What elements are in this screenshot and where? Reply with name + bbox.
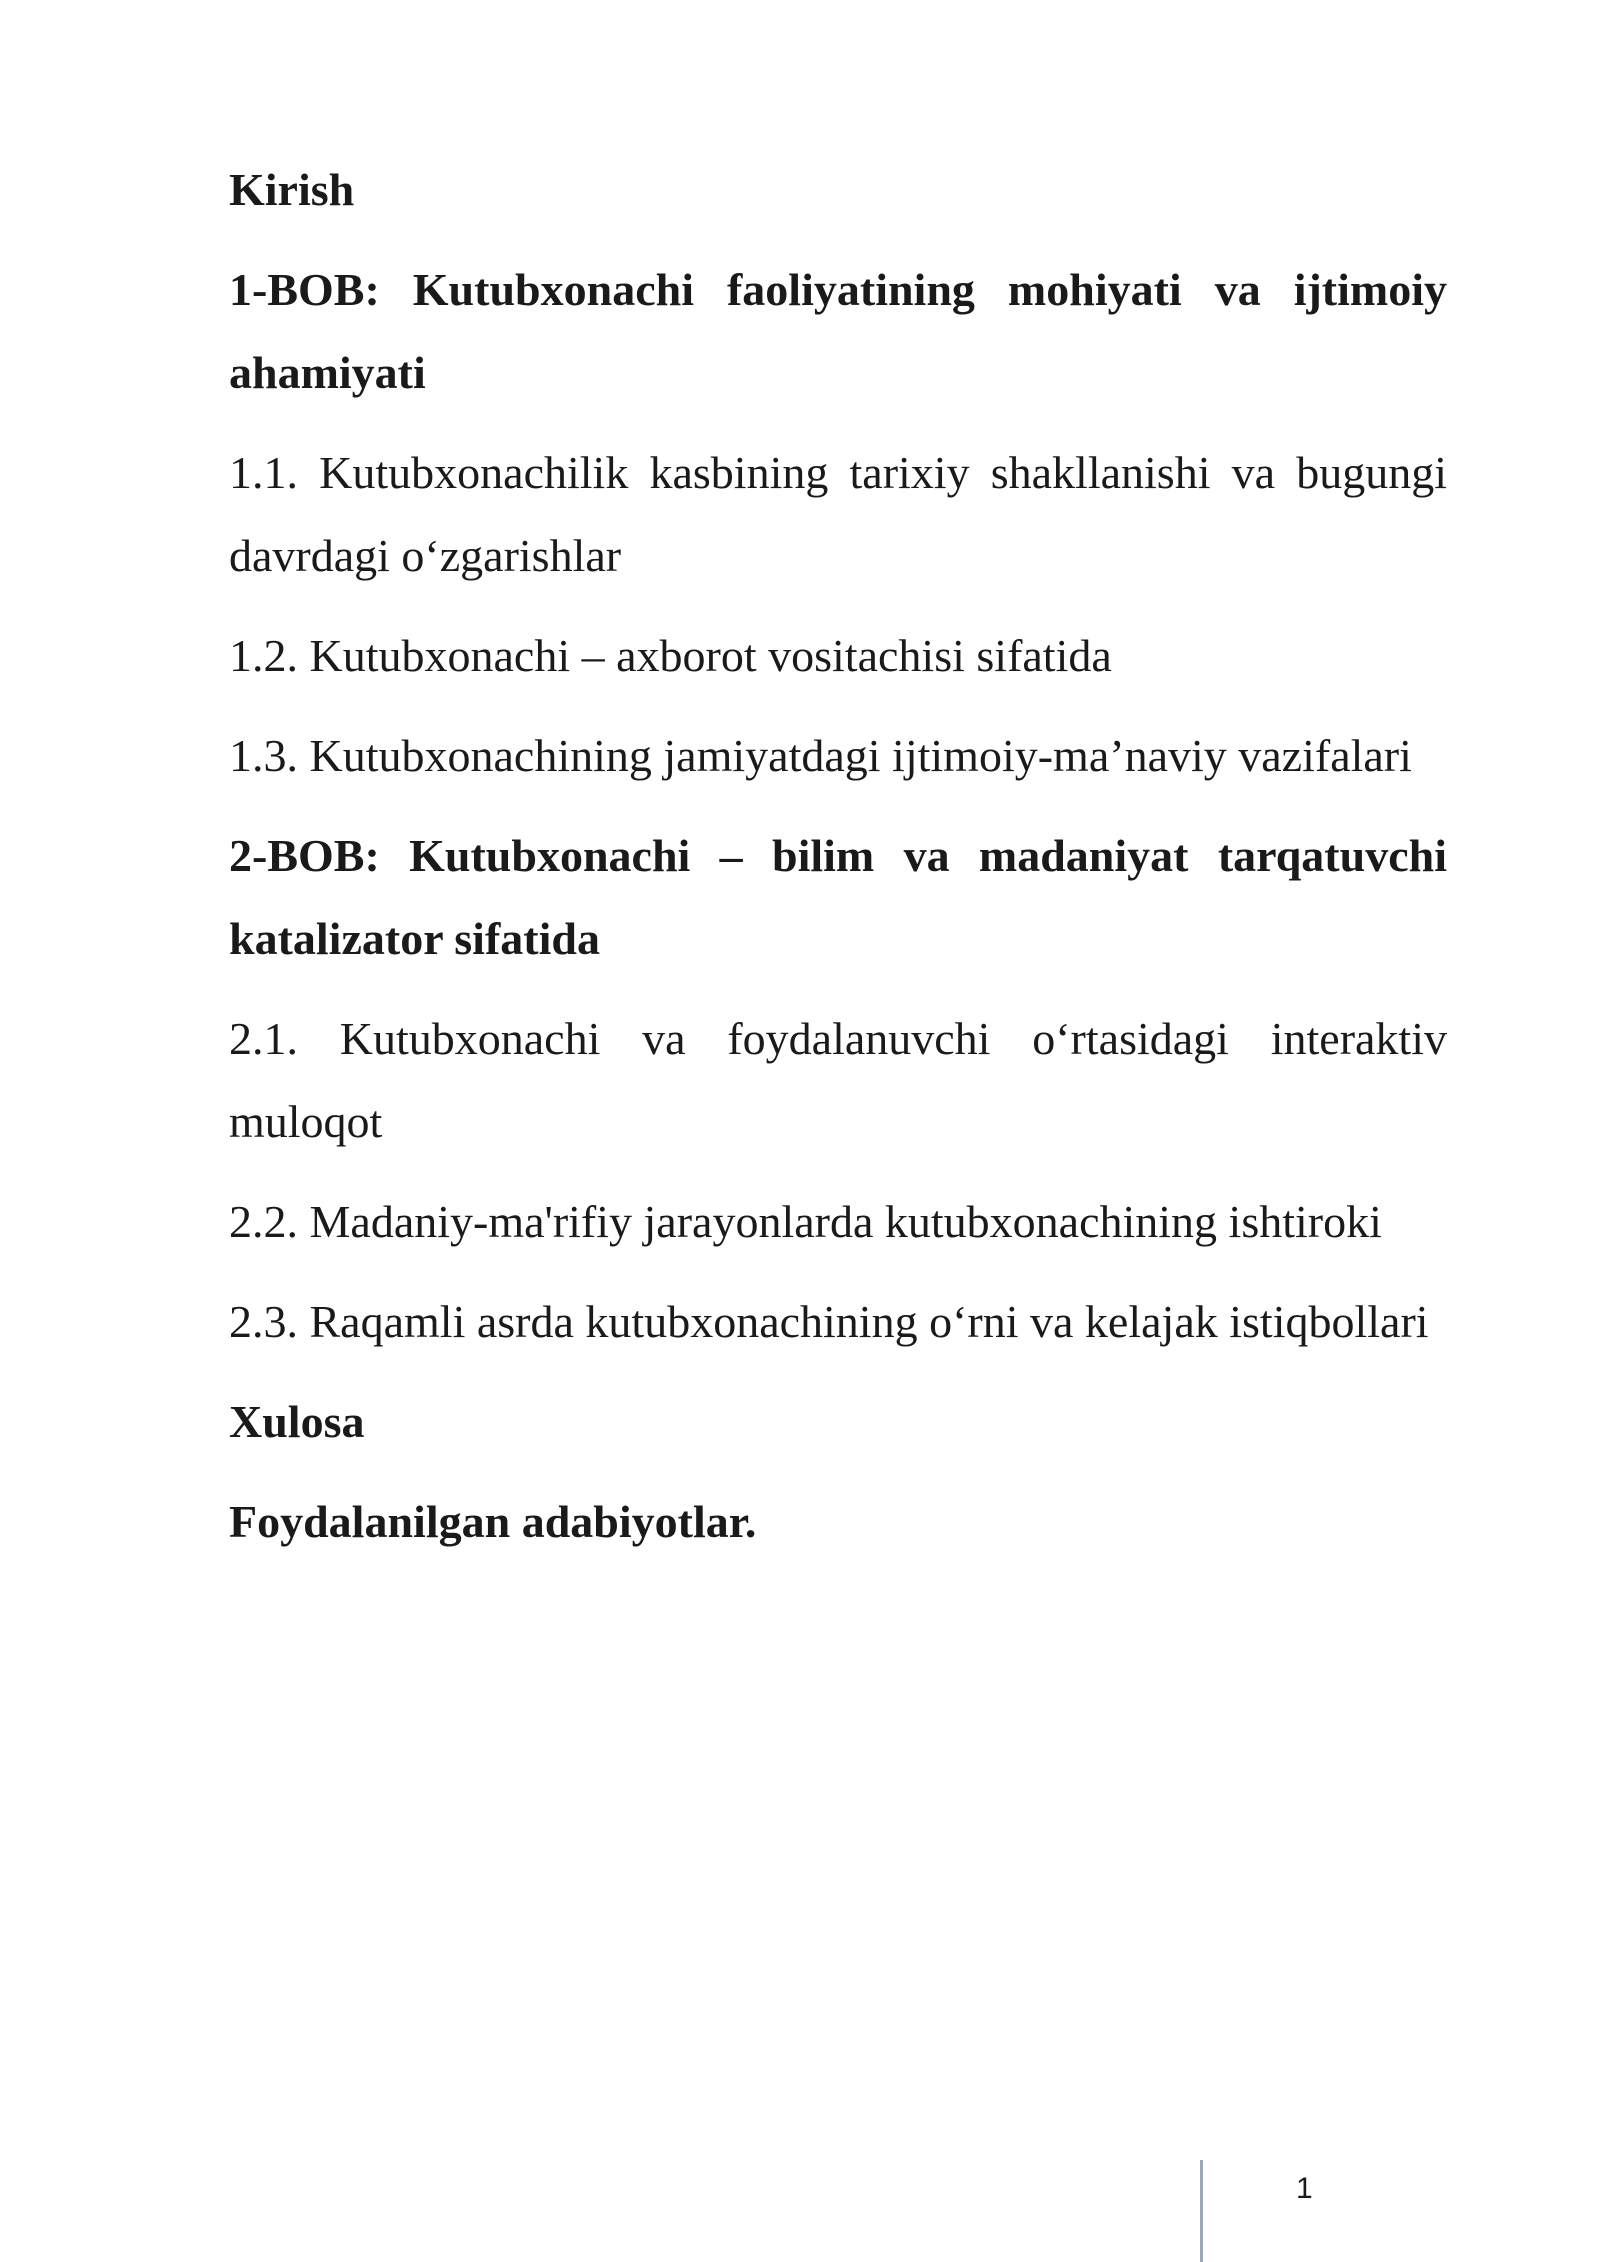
toc-entry-chapter-1: 1-BOB: Kutubxonachi faoliyatining mohiyati va ijtimoiy ahamiyati <box>229 264 1447 398</box>
page-number: 1 <box>1296 2172 1313 2205</box>
toc-entry-introduction: Kirish <box>229 164 355 215</box>
toc-entry-references: Foydalanilgan adabiyotlar. <box>229 1496 757 1547</box>
toc-entry-section-1-2: 1.2. Kutubxonachi – axborot vositachisi sifatida <box>229 630 1112 681</box>
toc-entry-section-1-3: 1.3. Kutubxonachining jamiyatdagi ijtimoiy-ma’naviy vazifalari <box>229 730 1412 781</box>
toc-entry-chapter-2: 2-BOB: Kutubxonachi – bilim va madaniyat tarqatuvchi katalizator sifatida <box>229 830 1447 964</box>
toc-entry-conclusion: Xulosa <box>229 1396 365 1447</box>
toc-entry-section-2-2: 2.2. Madaniy-ma'rifiy jarayonlarda kutubxonachining ishtiroki <box>229 1196 1382 1247</box>
toc-entry-section-2-1: 2.1. Kutubxonachi va foydalanuvchi o‘rtasidagi interaktiv muloqot <box>229 1013 1447 1147</box>
table-of-contents <box>229 148 1447 1580</box>
toc-entry-section-2-3: 2.3. Raqamli asrda kutubxonachining o‘rni va kelajak istiqbollari <box>229 1296 1429 1347</box>
footer-divider <box>1200 2160 1203 2262</box>
toc-entry-section-1-1: 1.1. Kutubxonachilik kasbining tarixiy shakllanishi va bugungi davrdagi o‘zgarishlar <box>229 447 1447 581</box>
